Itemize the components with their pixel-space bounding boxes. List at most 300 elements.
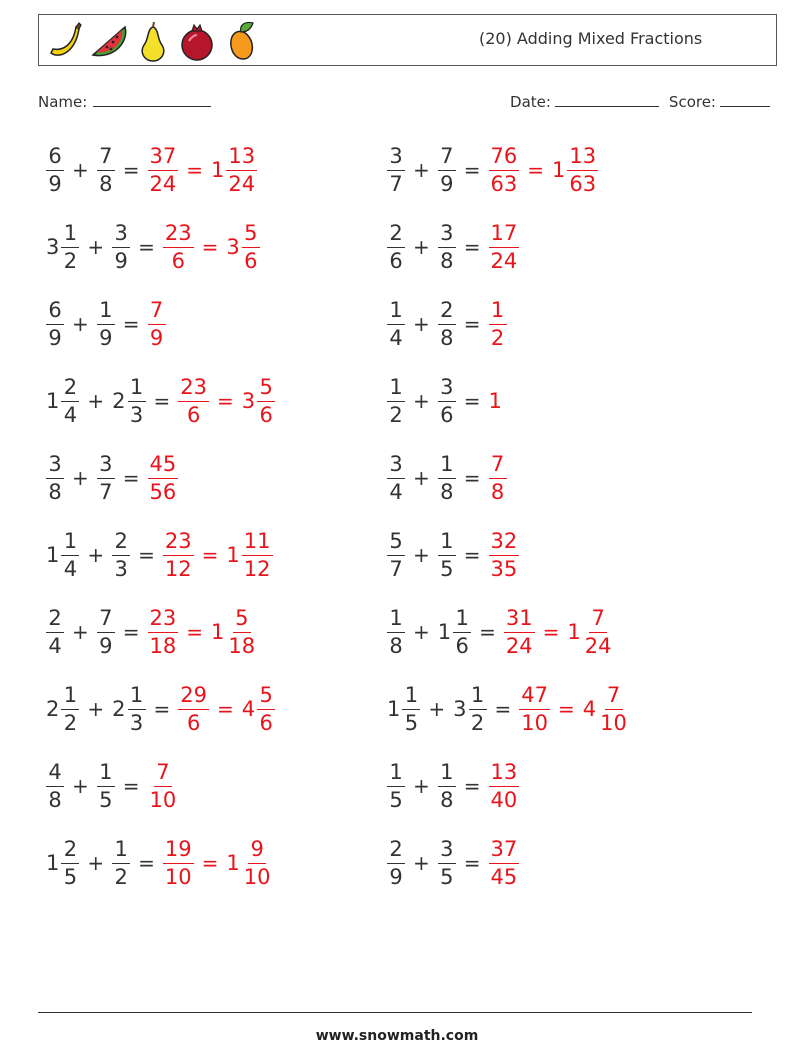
whole-number: 1	[437, 620, 452, 644]
whole-number: 1	[46, 389, 60, 413]
whole-number: 1	[46, 543, 60, 567]
denominator: 24	[490, 248, 518, 273]
pomegranate-icon	[177, 19, 217, 63]
fraction	[504, 605, 535, 658]
fraction	[387, 297, 405, 350]
denominator: 2	[470, 710, 485, 735]
numerator: 1	[61, 223, 79, 248]
denominator: 8	[490, 479, 505, 504]
fraction	[46, 605, 64, 658]
fraction	[387, 451, 405, 504]
equals-sign: =	[463, 774, 481, 798]
numerator: 5	[233, 608, 251, 633]
numerator: 31	[504, 608, 535, 633]
fraction	[387, 759, 405, 812]
numerator: 7	[148, 300, 166, 325]
numerator: 1	[128, 377, 146, 402]
fraction	[598, 682, 629, 735]
denominator: 63	[490, 171, 518, 196]
problem-5	[44, 294, 168, 354]
numerator: 1	[61, 685, 79, 710]
banana-icon	[45, 19, 85, 63]
equals-sign: =	[201, 543, 219, 567]
numerator: 3	[97, 454, 115, 479]
denominator: 3	[129, 710, 144, 735]
numerator: 23	[178, 377, 209, 402]
fraction	[97, 143, 115, 196]
denominator: 9	[99, 325, 113, 350]
numerator: 2	[438, 300, 456, 325]
denominator: 8	[99, 171, 113, 196]
denominator: 2	[63, 248, 78, 273]
fraction	[438, 143, 456, 196]
whole-number: 2	[112, 389, 126, 413]
fraction	[489, 220, 520, 273]
denominator: 9	[48, 171, 62, 196]
fraction	[163, 836, 194, 889]
whole-number: 3	[46, 235, 60, 259]
equals-sign: =	[122, 620, 140, 644]
fruit-icons	[45, 19, 261, 63]
mango-icon	[221, 19, 261, 63]
fraction	[148, 143, 179, 196]
whole-number: 1	[552, 158, 566, 182]
fraction	[567, 143, 598, 196]
fraction	[489, 836, 520, 889]
denominator: 5	[99, 787, 113, 812]
plus-sign: +	[72, 312, 89, 336]
fraction	[469, 682, 487, 735]
fraction	[112, 220, 130, 273]
numerator: 2	[46, 608, 64, 633]
fraction	[61, 836, 79, 889]
fraction	[242, 528, 273, 581]
denominator: 2	[389, 402, 403, 427]
date-score-field	[510, 92, 770, 111]
denominator: 10	[521, 710, 549, 735]
numerator: 7	[154, 762, 172, 787]
plus-sign: +	[72, 466, 89, 490]
fraction	[226, 143, 257, 196]
denominator: 8	[48, 479, 62, 504]
denominator: 3	[129, 402, 144, 427]
problem-9	[44, 448, 180, 508]
equals-sign: =	[463, 235, 481, 259]
problem-6	[385, 294, 509, 354]
fraction	[128, 374, 146, 427]
plus-sign: +	[87, 697, 105, 721]
numerator: 2	[61, 377, 79, 402]
equals-sign: =	[138, 543, 155, 567]
numerator: 13	[567, 146, 598, 171]
numerator: 3	[112, 223, 130, 248]
numerator: 9	[248, 839, 266, 864]
fraction	[438, 374, 456, 427]
denominator: 6	[259, 402, 273, 427]
numerator: 6	[46, 300, 64, 325]
denominator: 10	[243, 864, 271, 889]
fraction	[257, 682, 275, 735]
denominator: 9	[389, 864, 403, 889]
denominator: 8	[440, 787, 454, 812]
problem-8	[385, 371, 502, 431]
whole-number: 1	[488, 389, 502, 413]
plus-sign: +	[413, 620, 430, 644]
numerator: 1	[438, 762, 456, 787]
numerator: 1	[469, 685, 487, 710]
numerator: 6	[46, 146, 64, 171]
pear-icon	[133, 19, 173, 63]
fraction	[46, 451, 64, 504]
fraction	[489, 759, 520, 812]
numerator: 76	[489, 146, 520, 171]
equals-sign: =	[494, 697, 512, 721]
fraction	[489, 528, 520, 581]
denominator: 6	[389, 248, 403, 273]
numerator: 5	[242, 223, 260, 248]
fraction	[387, 836, 405, 889]
denominator: 2	[63, 710, 78, 735]
fraction	[46, 143, 64, 196]
fraction	[148, 605, 179, 658]
plus-sign: +	[413, 466, 430, 490]
numerator: 3	[438, 839, 456, 864]
denominator: 6	[186, 710, 201, 735]
denominator: 6	[440, 402, 454, 427]
fraction	[163, 220, 194, 273]
numerator: 1	[387, 377, 405, 402]
problem-7	[44, 371, 277, 431]
problem-20	[385, 833, 521, 893]
equals-sign: =	[558, 697, 575, 721]
numerator: 2	[387, 223, 405, 248]
date-blank[interactable]	[555, 92, 659, 107]
plus-sign: +	[413, 389, 430, 413]
problem-10	[385, 448, 509, 508]
numerator: 2	[61, 839, 79, 864]
equals-sign: =	[463, 851, 481, 875]
whole-number: 2	[112, 697, 126, 721]
equals-sign: =	[201, 851, 219, 875]
fraction	[163, 528, 194, 581]
equals-sign: =	[138, 851, 155, 875]
equals-sign: =	[122, 774, 140, 798]
numerator: 7	[97, 146, 115, 171]
denominator: 9	[99, 633, 113, 658]
denominator: 40	[490, 787, 518, 812]
problem-13	[44, 602, 259, 662]
numerator: 1	[112, 839, 130, 864]
plus-sign: +	[72, 158, 89, 182]
whole-number: 1	[226, 851, 240, 875]
numerator: 13	[226, 146, 257, 171]
fraction	[148, 451, 179, 504]
plus-sign: +	[413, 235, 430, 259]
worksheet-header	[38, 14, 777, 66]
fraction	[519, 682, 550, 735]
problem-18	[385, 756, 521, 816]
score-blank[interactable]	[720, 92, 770, 107]
problem-2	[385, 140, 600, 200]
fraction	[97, 451, 115, 504]
denominator: 8	[440, 325, 454, 350]
denominator: 7	[389, 556, 403, 581]
fraction	[226, 605, 257, 658]
denominator: 9	[440, 171, 454, 196]
denominator: 35	[490, 556, 518, 581]
numerator: 1	[438, 531, 456, 556]
equals-sign: =	[463, 158, 481, 182]
whole-number: 1	[387, 697, 401, 721]
denominator: 4	[48, 633, 62, 658]
numerator: 17	[489, 223, 520, 248]
problem-4	[385, 217, 521, 277]
numerator: 3	[438, 377, 456, 402]
numerator: 7	[489, 454, 507, 479]
numerator: 1	[97, 300, 115, 325]
numerator: 4	[46, 762, 64, 787]
name-blank[interactable]	[93, 92, 211, 107]
denominator: 63	[569, 171, 597, 196]
fraction	[387, 528, 405, 581]
numerator: 1	[387, 762, 405, 787]
equals-sign: =	[122, 312, 140, 336]
equals-sign: =	[217, 697, 234, 721]
problem-11	[44, 525, 275, 585]
denominator: 4	[63, 556, 78, 581]
denominator: 4	[389, 479, 403, 504]
numerator: 1	[97, 762, 115, 787]
plus-sign: +	[87, 389, 105, 413]
fraction	[387, 605, 405, 658]
equals-sign: =	[122, 158, 140, 182]
numerator: 7	[589, 608, 607, 633]
fraction	[178, 374, 209, 427]
numerator: 19	[163, 839, 194, 864]
denominator: 10	[149, 787, 177, 812]
problem-17	[44, 756, 180, 816]
whole-number: 3	[226, 235, 240, 259]
problem-14	[385, 602, 616, 662]
equals-sign: =	[527, 158, 545, 182]
denominator: 56	[149, 479, 177, 504]
plus-sign: +	[428, 697, 446, 721]
footer-url: www.snowmath.com	[315, 1028, 479, 1044]
fraction	[489, 451, 507, 504]
equals-sign: =	[217, 389, 234, 413]
denominator: 45	[490, 864, 518, 889]
problem-12	[385, 525, 521, 585]
fraction	[387, 143, 405, 196]
fraction	[61, 528, 79, 581]
whole-number: 4	[582, 697, 597, 721]
equals-sign: =	[463, 543, 481, 567]
numerator: 1	[453, 608, 471, 633]
date-label: Date:	[510, 93, 551, 111]
numerator: 13	[489, 762, 520, 787]
numerator: 1	[61, 531, 79, 556]
fraction	[257, 374, 275, 427]
equals-sign: =	[463, 312, 481, 336]
fraction	[112, 836, 130, 889]
equals-sign: =	[463, 389, 481, 413]
numerator: 7	[97, 608, 115, 633]
denominator: 10	[600, 710, 627, 735]
fraction	[489, 143, 520, 196]
fraction	[242, 836, 273, 889]
denominator: 24	[228, 171, 256, 196]
denominator: 5	[440, 556, 454, 581]
fraction	[242, 220, 260, 273]
numerator: 23	[163, 531, 194, 556]
denominator: 5	[389, 787, 403, 812]
numerator: 5	[257, 377, 275, 402]
numerator: 1	[387, 300, 405, 325]
fraction	[148, 297, 166, 350]
fraction	[148, 759, 179, 812]
numerator: 32	[489, 531, 520, 556]
denominator: 2	[114, 864, 128, 889]
fraction	[387, 220, 405, 273]
fraction	[61, 682, 79, 735]
denominator: 24	[505, 633, 533, 658]
denominator: 9	[149, 325, 164, 350]
fraction	[402, 682, 420, 735]
denominator: 7	[99, 479, 113, 504]
equals-sign: =	[122, 466, 140, 490]
problem-16	[385, 679, 631, 739]
equals-sign: =	[463, 466, 481, 490]
numerator: 29	[178, 685, 209, 710]
whole-number: 4	[241, 697, 256, 721]
fraction	[438, 528, 456, 581]
whole-number: 1	[211, 158, 225, 182]
denominator: 18	[228, 633, 256, 658]
footer-divider	[38, 1012, 752, 1013]
numerator: 2	[112, 531, 130, 556]
fraction	[438, 836, 456, 889]
fraction	[61, 220, 79, 273]
problem-19	[44, 833, 275, 893]
denominator: 8	[440, 248, 454, 273]
denominator: 10	[164, 864, 192, 889]
equals-sign: =	[153, 389, 171, 413]
denominator: 5	[63, 864, 78, 889]
whole-number: 3	[453, 697, 467, 721]
fraction	[489, 297, 507, 350]
denominator: 24	[584, 633, 612, 658]
fraction	[61, 374, 79, 427]
numerator: 3	[387, 454, 405, 479]
numerator: 7	[605, 685, 623, 710]
watermelon-icon	[89, 19, 129, 63]
equals-sign: =	[479, 620, 496, 644]
plus-sign: +	[87, 235, 105, 259]
fraction	[97, 759, 115, 812]
denominator: 9	[114, 248, 128, 273]
numerator: 45	[148, 454, 179, 479]
denominator: 4	[63, 402, 78, 427]
numerator: 1	[387, 608, 405, 633]
equals-sign: =	[201, 235, 219, 259]
fraction	[438, 297, 456, 350]
equals-sign: =	[186, 620, 204, 644]
denominator: 6	[455, 633, 469, 658]
denominator: 7	[389, 171, 403, 196]
fraction	[128, 682, 146, 735]
denominator: 3	[114, 556, 128, 581]
numerator: 1	[489, 300, 507, 325]
numerator: 2	[387, 839, 405, 864]
denominator: 18	[149, 633, 177, 658]
worksheet-title: (20) Adding Mixed Fractions	[479, 29, 703, 48]
name-label: Name:	[38, 93, 88, 111]
fraction	[453, 605, 471, 658]
denominator: 8	[389, 633, 403, 658]
denominator: 8	[48, 787, 62, 812]
plus-sign: +	[413, 851, 430, 875]
whole-number: 1	[567, 620, 581, 644]
numerator: 1	[438, 454, 456, 479]
fraction	[583, 605, 614, 658]
plus-sign: +	[87, 851, 105, 875]
denominator: 5	[404, 710, 419, 735]
denominator: 12	[164, 556, 192, 581]
plus-sign: +	[87, 543, 105, 567]
denominator: 6	[171, 248, 185, 273]
whole-number: 1	[46, 851, 60, 875]
numerator: 1	[128, 685, 146, 710]
fraction	[97, 297, 115, 350]
score-label: Score:	[668, 93, 716, 111]
denominator: 6	[186, 402, 201, 427]
whole-number: 1	[211, 620, 225, 644]
numerator: 47	[519, 685, 550, 710]
numerator: 3	[438, 223, 456, 248]
fraction	[438, 451, 456, 504]
plus-sign: +	[413, 543, 430, 567]
fraction	[387, 374, 405, 427]
numerator: 5	[257, 685, 275, 710]
problem-3	[44, 217, 262, 277]
fraction	[97, 605, 115, 658]
denominator: 4	[389, 325, 403, 350]
denominator: 12	[243, 556, 271, 581]
fraction	[178, 682, 209, 735]
numerator: 37	[148, 146, 179, 171]
numerator: 23	[148, 608, 179, 633]
whole-number: 1	[226, 543, 240, 567]
numerator: 11	[242, 531, 273, 556]
denominator: 24	[149, 171, 177, 196]
problem-1	[44, 140, 259, 200]
denominator: 2	[490, 325, 505, 350]
fraction	[46, 759, 64, 812]
denominator: 5	[440, 864, 454, 889]
plus-sign: +	[413, 158, 430, 182]
fraction	[112, 528, 130, 581]
denominator: 9	[48, 325, 62, 350]
problem-15	[44, 679, 277, 739]
fraction	[46, 297, 64, 350]
numerator: 23	[163, 223, 194, 248]
denominator: 6	[259, 710, 273, 735]
equals-sign: =	[542, 620, 560, 644]
equals-sign: =	[153, 697, 171, 721]
numerator: 3	[46, 454, 64, 479]
denominator: 8	[440, 479, 454, 504]
numerator: 3	[387, 146, 405, 171]
